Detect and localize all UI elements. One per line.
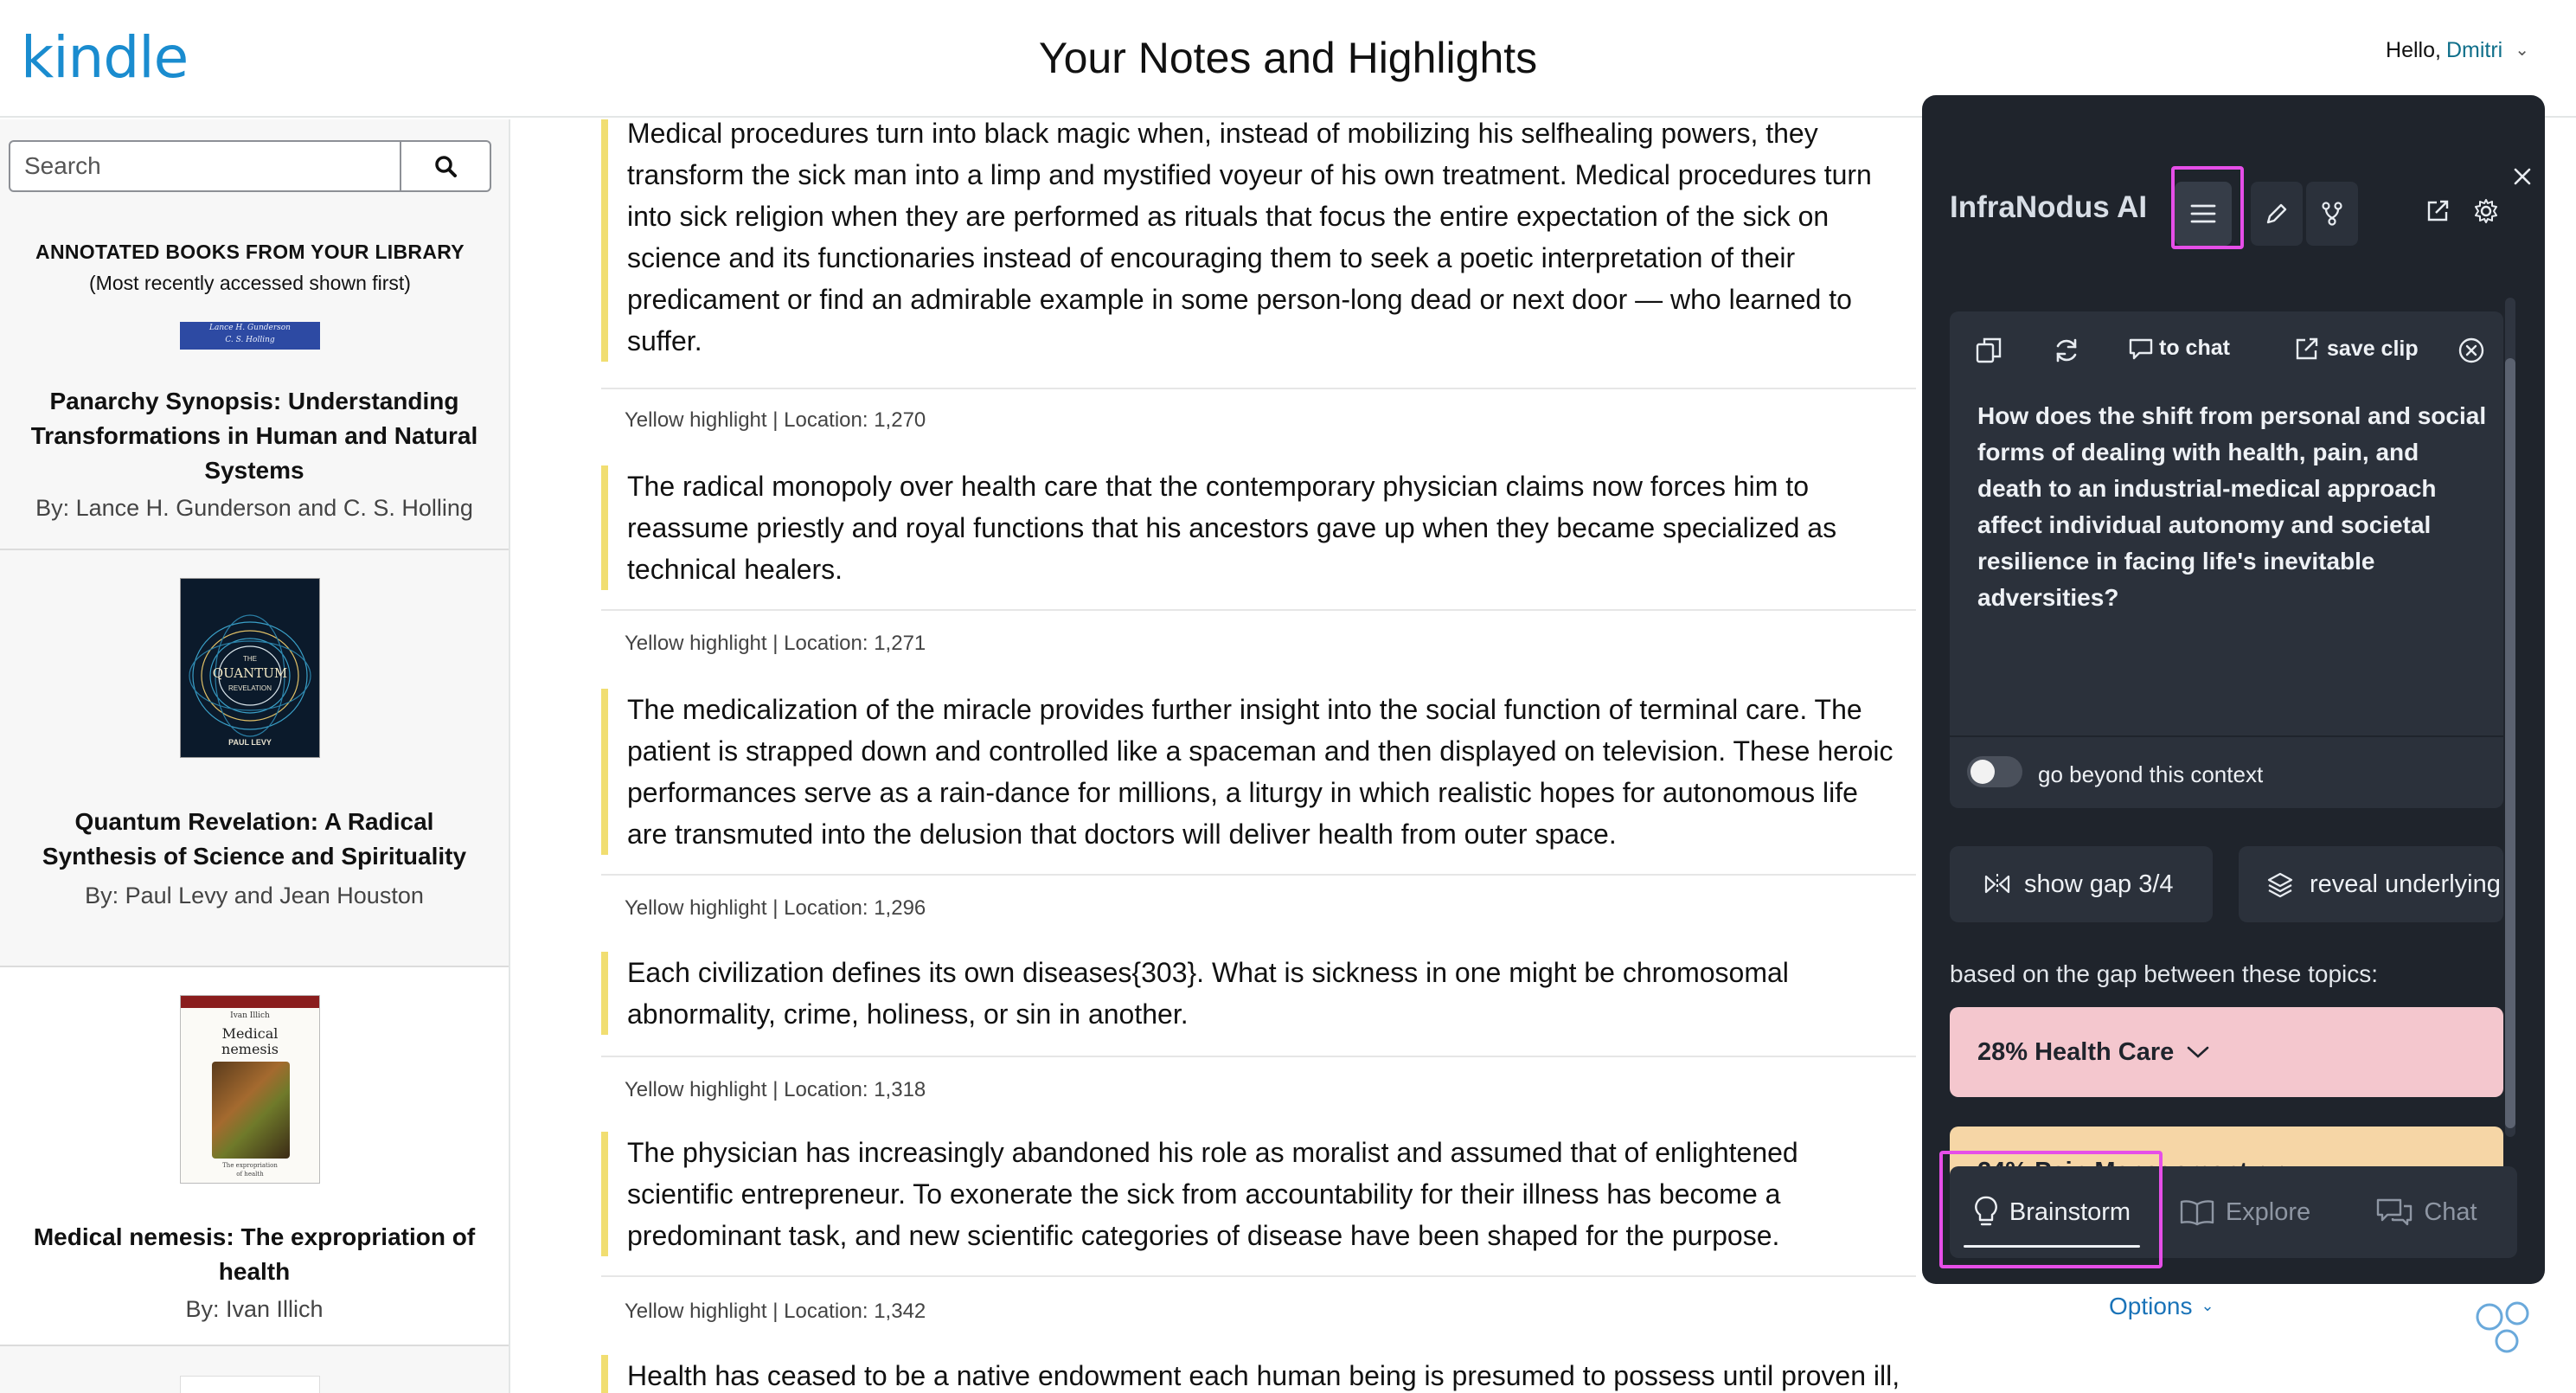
- account-menu[interactable]: [2386, 38, 2529, 63]
- highlights-list: [571, 119, 1920, 1393]
- to-chat-label: to chat: [2159, 336, 2230, 360]
- highlight-text[interactable]: [601, 465, 1916, 590]
- chevron-down-icon: [2186, 1044, 2210, 1060]
- infranodus-logo-icon[interactable]: [2474, 1300, 2534, 1357]
- highlight-text[interactable]: [601, 1355, 1916, 1393]
- show-gap-label: show gap 3/4: [2024, 870, 2174, 898]
- cover-illustration: [212, 1062, 290, 1159]
- cover-text: Ivan Illich: [230, 1011, 270, 1020]
- gap-icon: [1983, 871, 2012, 897]
- layers-icon: [2266, 870, 2294, 898]
- book-item-quantum-revelation[interactable]: [0, 549, 509, 966]
- tab-label: Explore: [2225, 1197, 2311, 1226]
- cover-text: Medical: [221, 1025, 279, 1042]
- cover-text: of health: [236, 1171, 264, 1178]
- highlight-line: Health has ceased to be a native endowment each human being is presumed to possess until proven ill,: [627, 1360, 1900, 1391]
- library-subheading: (Most recently accessed shown first): [89, 272, 411, 294]
- highlight-text[interactable]: [601, 952, 1916, 1035]
- highlight-line: performances serve as a rain-dance for millions, a liturgy in which realistic hopes for autonomous life: [627, 777, 1858, 808]
- divider: [601, 874, 1916, 876]
- book-author: By: Ivan Illich: [185, 1296, 324, 1322]
- popout-button[interactable]: [2419, 192, 2457, 230]
- panel-scrollbar[interactable]: [2505, 298, 2515, 1137]
- book-title[interactable]: Medical nemesis: The expropriation of health: [33, 1223, 476, 1285]
- book-cover-panarchy: [180, 322, 320, 350]
- options-dropdown[interactable]: [2109, 1293, 2214, 1320]
- gear-icon: [2472, 197, 2500, 225]
- options-label: Options: [2109, 1293, 2193, 1319]
- book-cover-quantum-revelation: [180, 578, 320, 758]
- search-box: [9, 140, 491, 192]
- book-title[interactable]: Panarchy Synopsis: Understanding Transformations in Human and Natural Systems: [30, 388, 478, 484]
- settings-button[interactable]: [2467, 192, 2505, 230]
- regenerate-button[interactable]: [2052, 336, 2081, 365]
- cover-text: nemesis: [221, 1041, 279, 1057]
- book-cover-next: [180, 1376, 320, 1393]
- highlight-line: Medical procedures turn into black magic when, instead of mobilizing his selfhealing powers, they: [627, 119, 1818, 149]
- chevron-down-icon[interactable]: ⌄: [2515, 41, 2529, 60]
- copy-button[interactable]: [1974, 336, 2003, 365]
- library-heading: ANNOTATED BOOKS FROM YOUR LIBRARY: [35, 241, 465, 263]
- tab-explore[interactable]: [2154, 1166, 2336, 1258]
- close-icon: [2513, 167, 2532, 186]
- to-chat-button[interactable]: [2128, 336, 2230, 361]
- library-sidebar: [0, 119, 510, 1393]
- generated-question: How does the shift from personal and social forms of dealing with health, pain, and death to an industrial-medical approach affect individual autonomy and societal resilience in facing life's inevitable adversities?: [1977, 402, 2487, 611]
- branch-icon: [2319, 201, 2345, 227]
- highlight-line: abnormality, crime, holiness, or sin in another.: [627, 998, 1189, 1030]
- divider: [601, 1056, 1916, 1057]
- page-title: Your Notes and Highlights: [1038, 34, 1538, 82]
- user-name[interactable]: Dmitri: [2445, 38, 2503, 62]
- book-author: By: Paul Levy and Jean Houston: [85, 883, 424, 908]
- chevron-down-icon: ⌄: [2201, 1297, 2214, 1314]
- highlight-line: The radical monopoly over health care that the contemporary physician claims now forces him to: [627, 471, 1809, 502]
- highlight-line: predominant task, and new scientific categories of disease have been shaped for the purpose.: [627, 1220, 1780, 1251]
- tab-chat[interactable]: [2336, 1166, 2517, 1258]
- divider: [1950, 735, 2503, 737]
- book-open-icon: [2179, 1197, 2215, 1227]
- highlight-text[interactable]: [601, 689, 1916, 855]
- external-link-icon: [2425, 198, 2451, 224]
- go-beyond-toggle[interactable]: [1967, 756, 2022, 787]
- cover-text: C. S. Holling: [225, 336, 275, 344]
- highlight-line: technical healers.: [627, 554, 843, 585]
- reveal-label: reveal underlying: [2310, 870, 2501, 898]
- book-title[interactable]: Quantum Revelation: A Radical Synthesis of Science and Spirituality: [42, 808, 467, 870]
- topics-caption: based on the gap between these topics:: [1950, 960, 2379, 987]
- highlight-line: suffer.: [627, 325, 702, 356]
- annotation-highlight: [1939, 1151, 2163, 1268]
- pencil-icon: [2264, 201, 2290, 227]
- chat-bubbles-icon: [2375, 1197, 2413, 1228]
- toggle-label: go beyond this context: [2038, 761, 2264, 787]
- toggle-knob: [1970, 760, 1995, 784]
- highlight-meta: Yellow highlight | Location: 1,342: [625, 1300, 926, 1323]
- book-cover-medical-nemesis: [180, 995, 320, 1184]
- panel-title: InfraNodus AI: [1950, 190, 2148, 224]
- cover-text: REVELATION: [227, 684, 272, 692]
- close-circle-icon: [2457, 336, 2486, 365]
- cover-text: The expropriation: [222, 1162, 278, 1169]
- close-button[interactable]: [2507, 161, 2538, 192]
- save-clip-button[interactable]: [2294, 336, 2419, 362]
- highlight-line: Each civilization defines its own diseases{303}. What is sickness in one might be chromosomal: [627, 957, 1789, 988]
- book-item-medical-nemesis[interactable]: [0, 966, 509, 1345]
- tab-label: Brainstorm: [2009, 1197, 2131, 1226]
- highlight-line: into sick religion when they are performed as rituals that focus the entire expectation of the sick on: [627, 201, 1829, 232]
- annotation-highlight: [2171, 166, 2244, 249]
- highlight-meta: Yellow highlight | Location: 1,271: [625, 632, 926, 655]
- export-icon: [2294, 336, 2320, 362]
- search-input[interactable]: [10, 142, 401, 190]
- divider: [601, 388, 1916, 389]
- cover-text: Lance H. Gunderson: [209, 324, 291, 332]
- highlight-line: transform the sick man into a limp and mystified voyeur of his own treatment. Medical procedures turn: [627, 159, 1872, 190]
- divider: [601, 609, 1916, 611]
- refresh-icon: [2052, 336, 2081, 365]
- highlight-meta: Yellow highlight | Location: 1,318: [625, 1078, 926, 1101]
- tab-label: Chat: [2424, 1197, 2477, 1226]
- book-author: By: Lance H. Gunderson and C. S. Holling: [35, 495, 473, 521]
- highlight-line: predicament or find an admirable example in some person-long dead or next door — who learned to: [627, 284, 1852, 315]
- highlight-line: reassume priestly and royal functions that his ancestors gave up when they became specialized as: [627, 512, 1837, 543]
- cover-band: [181, 996, 319, 1008]
- infranodus-panel: [1922, 95, 2545, 1284]
- search-button[interactable]: [400, 142, 490, 190]
- reveal-underlying-button[interactable]: [2239, 846, 2503, 922]
- divider: [601, 1275, 1916, 1277]
- highlight-line: patient is strapped down and controlled like a spaceman and then displayed on television. These heroic: [627, 735, 1894, 767]
- highlight-line: scientific entrepreneur. To exonerate the sick from accountability for their illness has become a: [627, 1178, 1781, 1210]
- book-item-next[interactable]: [0, 1345, 509, 1393]
- highlight-meta: Yellow highlight | Location: 1,296: [625, 896, 926, 920]
- highlight-line: are transmuted into the delusion that doctors will deliver health from outer space.: [627, 818, 1617, 850]
- greeting-text: Hello,: [2386, 38, 2441, 62]
- cover-text: QUANTUM: [212, 665, 288, 681]
- cover-text: PAUL LEVY: [228, 738, 272, 747]
- topic-health-care[interactable]: [1950, 1007, 2503, 1097]
- highlight-text[interactable]: [601, 119, 1916, 362]
- scrollbar-thumb[interactable]: [2505, 358, 2515, 1128]
- cover-text: THE: [243, 655, 257, 663]
- graph-button[interactable]: [2306, 182, 2358, 246]
- copy-icon: [1974, 336, 2003, 365]
- highlight-text[interactable]: [601, 1132, 1916, 1256]
- highlight-meta: Yellow highlight | Location: 1,270: [625, 408, 926, 432]
- highlight-line: The medicalization of the miracle provides further insight into the social function of terminal care. The: [627, 694, 1862, 725]
- save-clip-label: save clip: [2327, 336, 2419, 361]
- highlight-line: The physician has increasingly abandoned his role as moralist and assumed that of enlightened: [627, 1137, 1798, 1168]
- edit-button[interactable]: [2251, 182, 2303, 246]
- dismiss-button[interactable]: [2457, 336, 2486, 365]
- kindle-logo[interactable]: kindle: [21, 24, 189, 91]
- show-gap-button[interactable]: [1950, 846, 2213, 922]
- topic-label: 28% Health Care: [1977, 1037, 2175, 1066]
- chat-icon: [2128, 337, 2154, 361]
- search-icon: [434, 155, 457, 177]
- question-card: [1950, 311, 2503, 808]
- highlight-line: science and its functionaries instead of encouraging them to seek a poetic interpretation of their: [627, 242, 1796, 273]
